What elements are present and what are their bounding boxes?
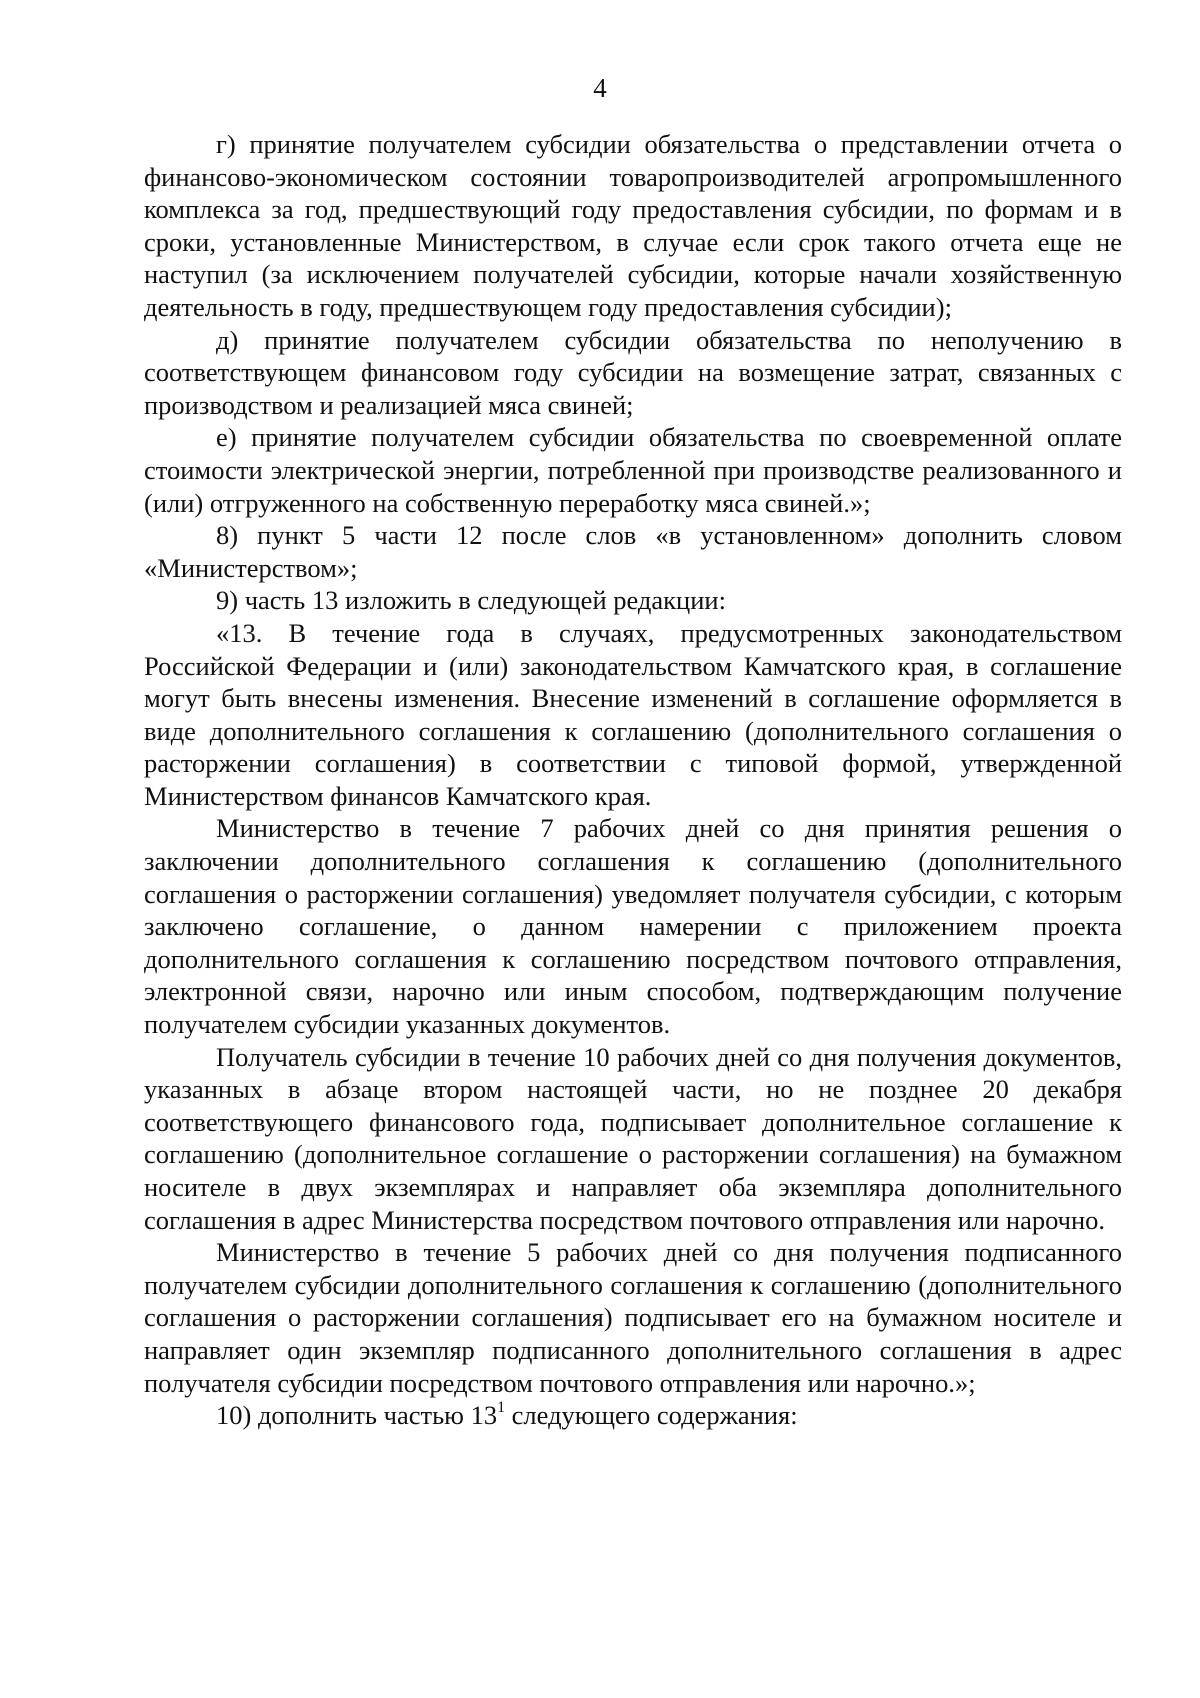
paragraph-item-10 [144,1399,1122,1432]
document-body [144,128,1122,1432]
paragraph-ministry-signing: Министерство в течение 5 рабочих дней со дня получения подписанного получателем субсидии дополнительного соглашения к соглашению (дополнительного соглашения о расторжении соглашения) подписывает его на бумажном носителе и направляет один экземпляр подписанного дополнительного соглашения в адрес получателя субсидии посредством почтового отправления или нарочно.»; [144,1237,1122,1398]
item-10-text-before: 10) дополнить частью 13 [216,1400,498,1431]
paragraph-recipient-signing: Получатель субсидии в течение 10 рабочих дней со дня получения документов, указанных в абзаце втором настоящей части, но не позднее 20 декабря соответствующего финансового года, подписывает дополнительное соглашение к соглашению (дополнительное соглашение о расторжении соглашения) на бумажном носителе в двух экземплярах и направляет оба экземпляра дополнительного соглашения в адрес Министерства посредством почтового отправления или нарочно. [144,1041,1122,1235]
paragraph-item-8: 8) пункт 5 части 12 после слов «в установленном» дополнить словом «Министерством»; [144,520,1122,583]
paragraph-part-13: «13. В течение года в случаях, предусмотренных законодательством Российской Федерации и (или) законодательством Камчатского края, в соглашение могут быть внесены изменения. Внесение изменений в соглашение оформляется в виде дополнительного соглашения к соглашению (дополнительного соглашения о расторжении соглашения) в соответствии с типовой формой, утвержденной Министерством финансов Камчатского края. [144,617,1122,811]
paragraph-item-9: 9) часть 13 изложить в следующей редакции: [216,585,726,616]
paragraph-d: д) принятие получателем субсидии обязательства по неполучению в соответствующем финансовом году субсидии на возмещение затрат, связанных с производством и реализацией мяса свиней; [144,324,1122,420]
paragraph-g: г) принятие получателем субсидии обязательства о представлении отчета о финансово-экономическом состоянии товаропроизводителей агропромышленного комплекса за год, предшествующий году предоставления субсидии, по формам и в сроки, установленные Министерством, в случае если срок такого отчета еще не наступил (за исключением получателей субсидии, которые начали хозяйственную деятельность в году, предшествующем году предоставления субсидии); [144,129,1122,322]
page-number: 4 [593,73,607,103]
item-10-superscript: 1 [497,1398,506,1416]
item-10-text-after: следующего содержания: [505,1400,798,1431]
paragraph-ministry-notice: Министерство в течение 7 рабочих дней со дня принятия решения о заключении дополнительного соглашения к соглашению (дополнительного соглашения о расторжении соглашения) уведомляет получателя субсидии, с которым заключено соглашение, о данном намерении с приложением проекта дополнительного соглашения к соглашению посредством почтового отправления, электронной связи, нарочно или иным способом, подтверждающим получение получателем субсидии указанных документов. [144,813,1122,1040]
paragraph-e: е) принятие получателем субсидии обязательства по своевременной оплате стоимости электрической энергии, потребленной при производстве реализованного и (или) отгруженного на собственную переработку мяса свиней.»; [144,422,1122,518]
